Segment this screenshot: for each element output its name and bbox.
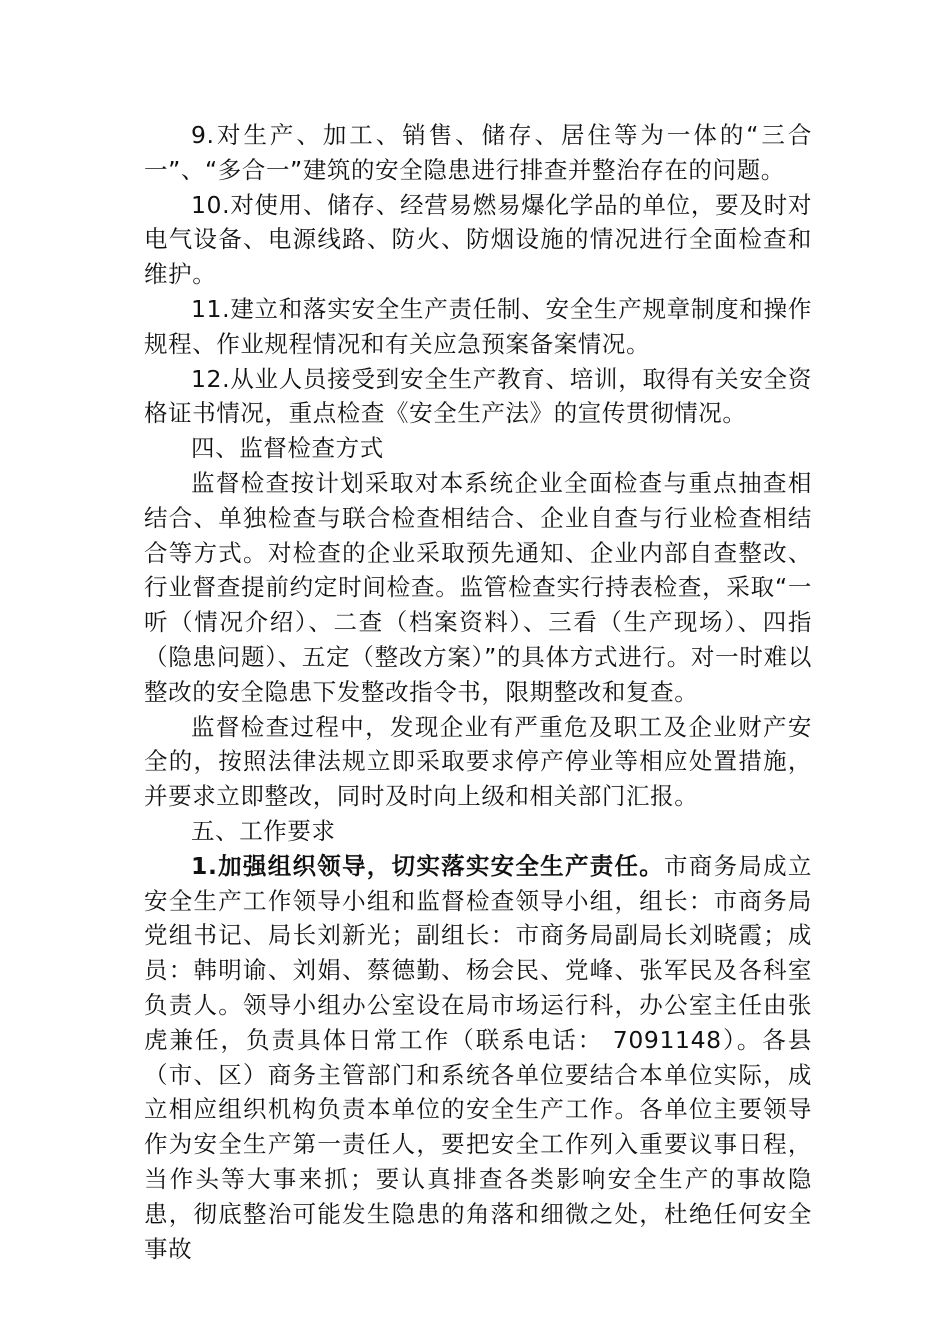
paragraph-item-9: 9.对生产、加工、销售、储存、居住等为一体的“三合一”、“多合一”建筑的安全隐患进行排查并整治存在的问题。 — [144, 121, 812, 184]
paragraph-item-11: 11.建立和落实安全生产责任制、安全生产规章制度和操作规程、作业规程情况和有关应急预案备案情况。 — [144, 294, 812, 358]
requirement-1-lead: 1.加强组织领导，切实落实安全生产责任。 — [191, 851, 665, 880]
paragraph-item-10: 10.对使用、储存、经营易燃易爆化学品的单位，要及时对电气设备、电源线路、防火、防烟设施的情况进行全面检查和维护。 — [144, 190, 812, 289]
paragraph-item-12: 12.从业人员接受到安全生产教育、培训，取得有关安全资格证书情况，重点检查《安全生产法》的宣传贯彻情况。 — [144, 364, 812, 428]
paragraph-inspection-process: 监督检查过程中，发现企业有严重危及职工及企业财产安全的，按照法律法规立即采取要求停产停业等相应处置措施，并要求立即整改，同时及时向上级和相关部门汇报。 — [144, 712, 812, 811]
section-heading-work-requirements: 五、工作要求 — [191, 816, 336, 845]
requirement-1-body: 市商务局成立安全生产工作领导小组和监督检查领导小组，组长：市商务局党组书记、局长刘新光；副组长：市商务局副局长刘晓霞；成员：韩明谕、刘娟、蔡德勤、杨会民、党峰、张军民及各科室负责人。领导小组办公室设在局市场运行科，办公室主任由张虎兼任，负责具体日常工作（联系电话： 7091148）。各县（市、区）商务主管部门和系统各单位要结合本单位实际，成立相应组织机构负责本单位的安全生产工作。各单位主要领导作为安全生产第一责任人，要把安全工作列入重要议事日程，当作头等大事来抓；要认真排查各类影响安全生产的事故隐患，彻底整治可能发生隐患的角落和细微之处，杜绝任何安全事故 — [144, 851, 812, 1263]
section-heading-inspection-method: 四、监督检查方式 — [191, 434, 384, 463]
paragraph-requirement-1 — [144, 849, 812, 1267]
document-body — [144, 118, 812, 1266]
paragraph-inspection-method: 监督检查按计划采取对本系统企业全面检查与重点抽查相结合、单独检查与联合检查相结合、企业自查与行业检查相结合等方式。对检查的企业采取预先通知、企业内部自查整改、行业督查提前约定时间检查。监管检查实行持表检查，采取“一听（情况介绍）、二查（档案资料）、三看（生产现场）、四指（隐患问题）、五定（整改方案）”的具体方式进行。对一时难以整改的安全隐患下发整改指令书，限期整改和复查。 — [144, 468, 812, 706]
